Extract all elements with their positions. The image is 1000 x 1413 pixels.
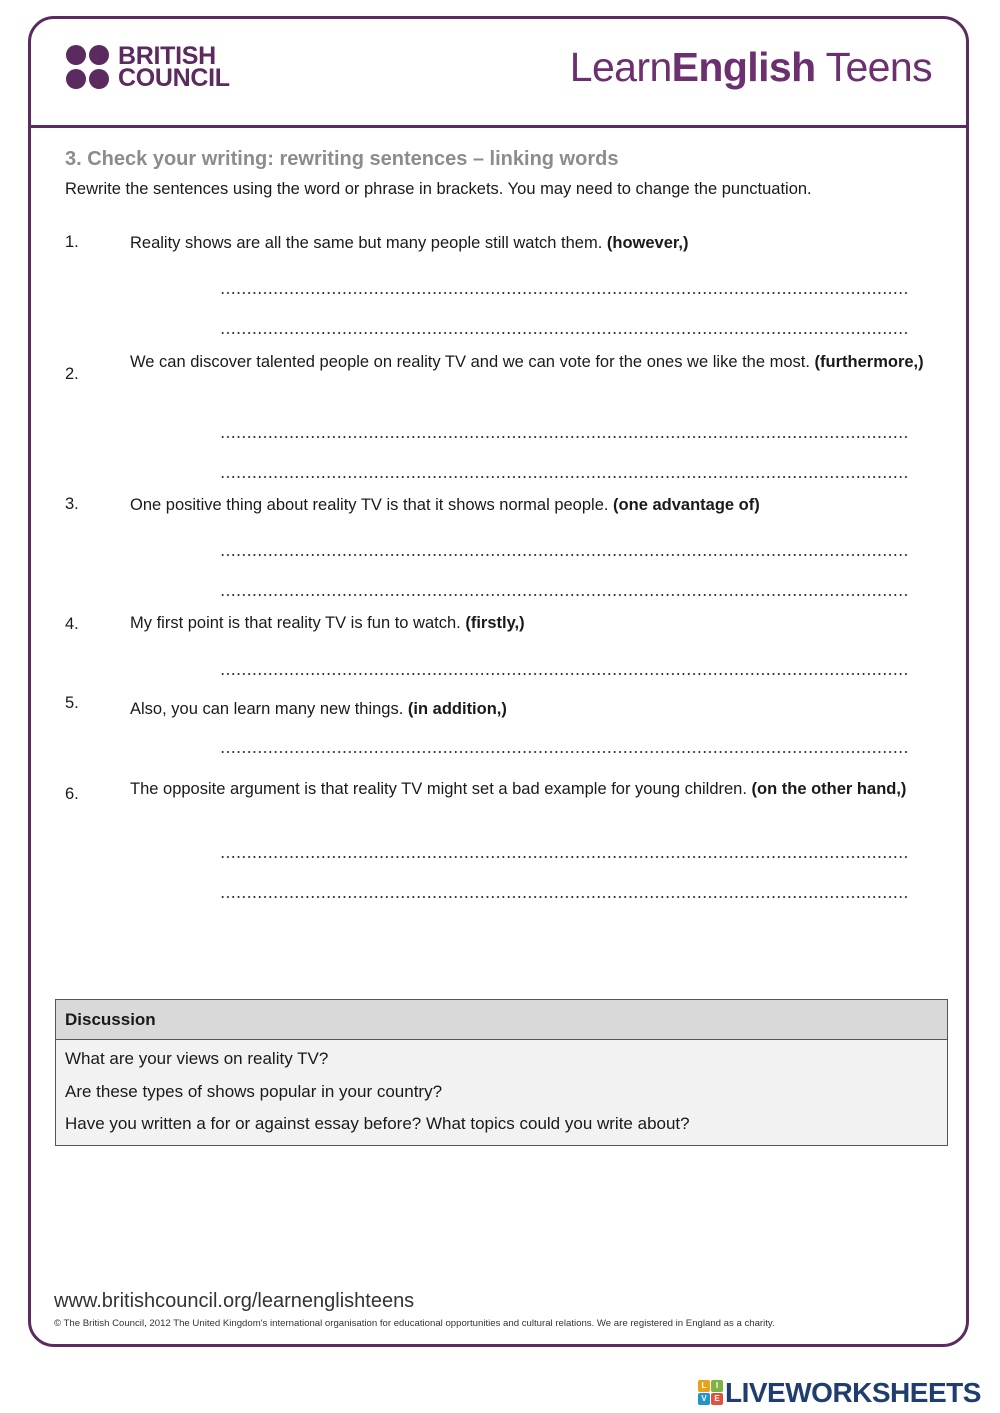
- answer-line[interactable]: [220, 751, 910, 753]
- exercise-number: 6.: [65, 785, 79, 803]
- exercise-number: 5.: [65, 694, 79, 712]
- bc-line-1: BRITISH: [118, 42, 216, 70]
- answer-line[interactable]: [220, 856, 910, 858]
- brand-teens: Teens: [815, 44, 932, 90]
- answer-line[interactable]: [220, 436, 910, 438]
- exercise-sentence: The opposite argument is that reality TV might set a bad example for young children. (on the other hand,): [130, 780, 907, 798]
- bc-line-2: COUNCIL: [118, 64, 230, 92]
- answer-line[interactable]: [220, 896, 910, 898]
- answer-line[interactable]: [220, 554, 910, 556]
- exercise-hint: (firstly,): [465, 614, 525, 632]
- exercise-hint: (on the other hand,): [751, 780, 907, 798]
- liveworksheets-text: LIVEWORKSHEETS: [725, 1377, 981, 1408]
- answer-line[interactable]: [220, 332, 910, 334]
- section-title: 3. Check your writing: rewriting sentences – linking words: [65, 148, 619, 170]
- discussion-question: Are these types of shows popular in your country?: [65, 1082, 443, 1101]
- answer-line[interactable]: [220, 594, 910, 596]
- exercise-hint: (in addition,): [407, 700, 507, 718]
- discussion-question: Have you written a for or against essay before? What topics could you write about?: [65, 1114, 690, 1133]
- footer-copyright: © The British Council, 2012 The United Kingdom's international organisation for educational opportunities and cultural relations. We are registered in England as a charity.: [54, 1318, 775, 1329]
- discussion-header: [56, 1000, 947, 1040]
- exercise-sentence: Reality shows are all the same but many people still watch them. (however,): [130, 234, 689, 252]
- header-divider: [28, 125, 969, 128]
- liveworksheets-icon: L I V E: [698, 1380, 724, 1406]
- page-border: [28, 16, 969, 1347]
- discussion-title: Discussion: [65, 1010, 156, 1029]
- exercise-number: 2.: [65, 365, 79, 383]
- instructions: Rewrite the sentences using the word or phrase in brackets. You may need to change the punctuation.: [65, 180, 812, 198]
- exercise-sentence: Also, you can learn many new things. (in addition,): [130, 700, 507, 718]
- exercise-hint: (however,): [606, 234, 689, 252]
- british-council-logo: [66, 42, 236, 93]
- discussion-question: What are your views on reality TV?: [65, 1049, 329, 1068]
- learnenglish-teens-logo: [570, 44, 932, 91]
- british-council-dots-icon: [66, 45, 110, 91]
- exercise-sentence: We can discover talented people on reality TV and we can vote for the ones we like the most. (furthermore,): [130, 353, 924, 371]
- exercise-hint: (one advantage of): [613, 496, 760, 514]
- discussion-box: [55, 999, 948, 1146]
- exercise-sentence: My first point is that reality TV is fun to watch. (firstly,): [130, 614, 525, 632]
- answer-line[interactable]: [220, 673, 910, 675]
- exercise-hint: (furthermore,): [814, 353, 924, 371]
- exercise-sentence: One positive thing about reality TV is that it shows normal people. (one advantage of): [130, 496, 760, 514]
- exercise-number: 4.: [65, 615, 79, 633]
- british-council-wordmark: [118, 42, 230, 92]
- footer-url: www.britishcouncil.org/learnenglishteens: [54, 1290, 415, 1312]
- answer-line[interactable]: [220, 476, 910, 478]
- brand-english: English: [671, 44, 816, 90]
- brand-learn: Learn: [569, 44, 672, 90]
- answer-line[interactable]: [220, 292, 910, 294]
- exercise-number: 1.: [65, 233, 79, 251]
- exercise-number: 3.: [65, 495, 79, 513]
